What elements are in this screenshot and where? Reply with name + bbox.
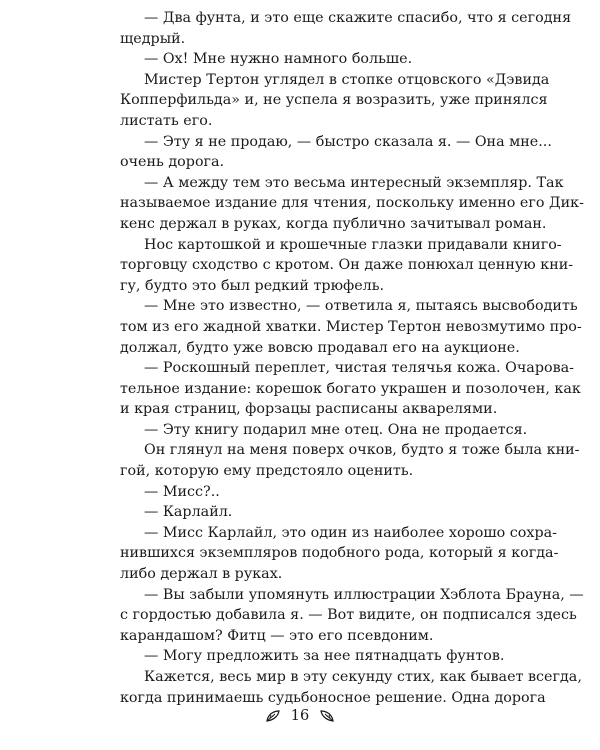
text-line: — Вы забыли упомянуть иллюстрации Хэблота Брауна, — [144, 586, 584, 603]
text-line: Нос картошкой и крошечные глазки придавали книго- [144, 236, 562, 253]
text-line: с гордостью добавила я. — Вот видите, он подписался здесь [120, 607, 577, 624]
text-line: том из его жадной хватки. Мистер Тертон невозмутимо про- [120, 318, 582, 335]
leaf-ornament-left-icon [265, 709, 281, 723]
page-number: 16 [290, 708, 310, 724]
text-line: — Эту я не продаю, — быстро сказала я. — Она мне... [144, 133, 552, 150]
text-line: кенс держал в руках, когда публично зачитывал роман. [120, 215, 547, 232]
text-line: — А между тем это весьма интересный экземпляр. Так [144, 174, 564, 191]
text-line: — Эту книгу подарил мне отец. Она не продается. [144, 421, 528, 438]
text-line: карандашом? Фитц — это его псевдоним. [120, 627, 434, 644]
text-line: листать его. [120, 112, 213, 129]
text-line: гой, которую ему предстояло оценить. [120, 463, 414, 480]
text-line: — Могу предложить за нее пятнадцать фунтов. [144, 648, 505, 665]
text-line: тельное издание: корешок богато украшен и позолочен, как [120, 380, 581, 397]
text-line: гу, будто это был редкий трюфель. [120, 277, 385, 294]
text-line: очень дорога. [120, 154, 225, 171]
text-line: Кажется, весь мир в эту секунду стих, как бывает всегда, [144, 669, 582, 685]
text-body [120, 8, 584, 708]
leaf-ornament-right-icon [319, 709, 335, 723]
text-line: либо держал в руках. [120, 566, 283, 583]
text-line: щедрый. [120, 30, 186, 47]
text-line: — Мне это известно, — ответила я, пытаясь высвободить [144, 298, 578, 315]
text-line: Мистер Тертон углядел в стопке отцовского «Дэвида [144, 71, 550, 88]
text-line: Он глянул на меня поверх очков, будто я тоже была кни- [144, 442, 580, 459]
text-line: должал, будто уже вовсю продавал его на аукционе. [120, 339, 520, 356]
page-footer [0, 708, 600, 724]
text-line: — Роскошный переплет, чистая телячья кожа. Очарова- [144, 360, 574, 377]
text-line: — Мисс Карлайл, это один из наиболее хорошо сохра- [144, 524, 557, 541]
text-line: и края страниц, форзацы расписаны акварелями. [120, 401, 498, 418]
text-line: нившихся экземпляров подобного рода, который я когда- [120, 545, 559, 562]
text-line: торговцу сходство с кротом. Он даже понюхал ценную кни- [120, 257, 574, 274]
text-line: — Карлайл. [144, 504, 233, 521]
text-line: — Мисс?.. [144, 483, 220, 500]
text-line: — Два фунта, и это еще скажите спасибо, что я сегодня [144, 10, 572, 26]
text-line: — Ох! Мне нужно намного больше. [144, 51, 413, 68]
text-line: Копперфильда» и, не успела я возразить, уже принялся [120, 92, 548, 109]
text-line: когда принимаешь судьбоносное решение. Одна дорога [120, 689, 546, 706]
text-line: называемое издание для чтения, поскольку именно его Дик- [120, 195, 584, 212]
